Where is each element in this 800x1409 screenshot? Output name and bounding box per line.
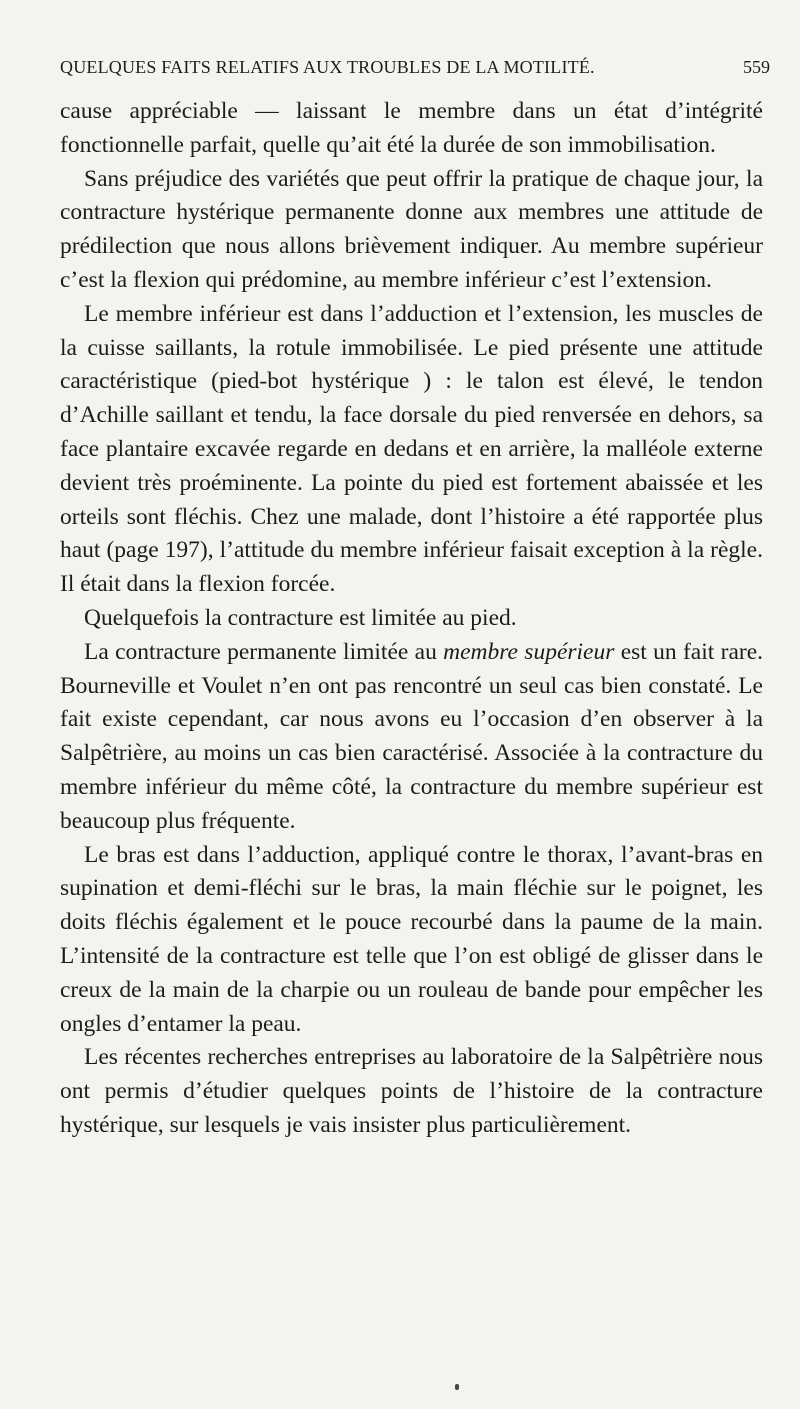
paragraph-foot: Quelquefois la contracture est limitée au pied. bbox=[84, 604, 517, 631]
running-head bbox=[60, 57, 770, 79]
paragraph-research: Les récentes recherches entreprises au laboratoire de la Salpêtrière nous ont permis d’étudier quelques points de l’histoire de la contracture hystérique, sur lesquels je vais insister plus particulièrement. bbox=[60, 1044, 763, 1138]
upper-limb-emphasis: membre supérieur bbox=[443, 638, 615, 665]
paragraph-arm: Le bras est dans l’adduction, appliqué contre le thorax, l’avant-bras en supination et demi-fléchi sur le bras, la main fléchie sur le poignet, les doits fléchis également et le pouce recourbé dans la paume de la main. L’intensité de la contracture est telle que l’on est obligé de glisser dans le creux de la main de la charpie ou un rouleau de bande pour empêcher les ongles d’entamer la peau. bbox=[60, 841, 763, 1037]
running-title: QUELQUES FAITS RELATIFS AUX TROUBLES DE LA MOTILITÉ. bbox=[60, 57, 595, 77]
ink-speck bbox=[455, 1384, 459, 1390]
body-text bbox=[60, 95, 763, 1143]
paragraph-continuation: cause appréciable — laissant le membre dans un état d’intégrité fonctionnelle parfait, quelle qu’ait été la durée de son immobilisation. bbox=[60, 98, 763, 158]
paragraph-attitude: Sans préjudice des variétés que peut offrir la pratique de chaque jour, la contracture hystérique permanente donne aux membres une attitude de prédilection que nous allons brièvement indiquer. Au membre supérieur c’est la flexion qui prédomine, au membre inférieur c’est l’extension. bbox=[60, 165, 763, 293]
page-number: 559 bbox=[743, 57, 770, 77]
paragraph-upper-limb bbox=[60, 636, 763, 839]
paragraph-lower-limb: Le membre inférieur est dans l’adduction et l’extension, les muscles de la cuisse saillants, la rotule immobilisée. Le pied présente une attitude caractéristique (pied-bot hystérique ) : le talon est élevé, le tendon d’Achille saillant et tendu, la face dorsale du pied renversée en dehors, sa face plantaire excavée regarde en dedans et en arrière, la malléole externe devient très proéminente. La pointe du pied est fortement abaissée et les orteils sont fléchis. Chez une malade, dont l’histoire a été rapportée plus haut (page 197), l’attitude du membre inférieur faisait exception à la règle. Il était dans la flexion forcée. bbox=[60, 300, 763, 598]
upper-limb-text-after: est un fait rare. Bourneville et Voulet n’en ont pas rencontré un seul cas bien constaté. Le fait existe cependant, car nous avons eu l’occasion d’en observer à la Salpêtrière, au moins un cas bien caractérisé. Associée à la contracture du membre inférieur du même côté, la contracture du membre supérieur est beaucoup plus fréquente. bbox=[60, 638, 764, 834]
upper-limb-text-before: La contracture permanente limitée au bbox=[84, 638, 444, 665]
